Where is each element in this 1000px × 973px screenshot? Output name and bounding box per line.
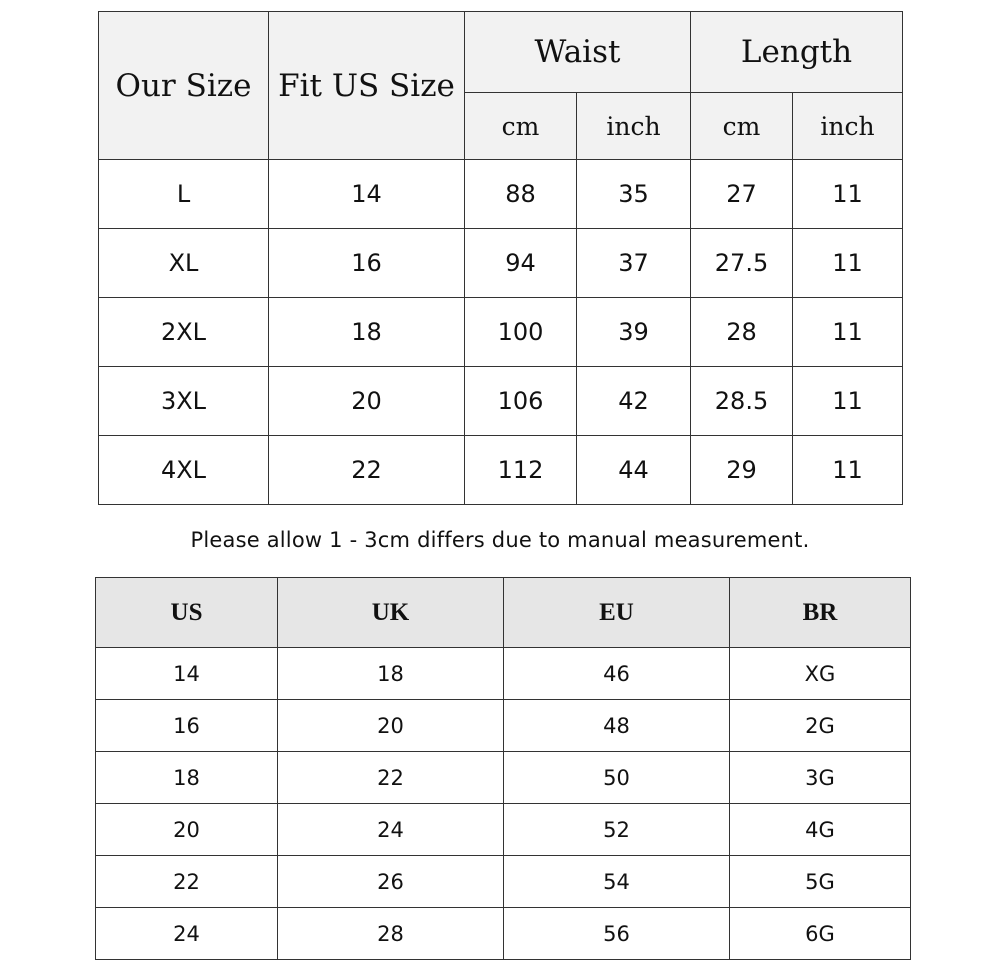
cell-waist-inch: 35 — [577, 160, 691, 229]
cell-waist-inch: 37 — [577, 229, 691, 298]
cell-waist-cm: 112 — [465, 436, 577, 505]
header-us: US — [96, 578, 278, 648]
header-length: Length — [691, 12, 903, 93]
cell-us: 20 — [96, 804, 278, 856]
cell-length-cm: 28.5 — [691, 367, 793, 436]
table-row — [99, 229, 903, 298]
cell-our-size: 2XL — [99, 298, 269, 367]
cell-length-cm: 28 — [691, 298, 793, 367]
cell-fit-us-size: 14 — [269, 160, 465, 229]
cell-us: 22 — [96, 856, 278, 908]
cell-us: 14 — [96, 648, 278, 700]
cell-waist-cm: 88 — [465, 160, 577, 229]
cell-length-cm: 27.5 — [691, 229, 793, 298]
cell-eu: 46 — [504, 648, 730, 700]
cell-our-size: XL — [99, 229, 269, 298]
cell-us: 24 — [96, 908, 278, 960]
cell-our-size: 3XL — [99, 367, 269, 436]
cell-uk: 22 — [278, 752, 504, 804]
header-waist-cm: cm — [465, 93, 577, 160]
cell-br: XG — [730, 648, 911, 700]
measurement-note: Please allow 1 - 3cm differs due to manual measurement. — [190, 528, 810, 552]
cell-waist-inch: 42 — [577, 367, 691, 436]
cell-fit-us-size: 16 — [269, 229, 465, 298]
cell-length-cm: 29 — [691, 436, 793, 505]
cell-fit-us-size: 20 — [269, 367, 465, 436]
cell-us: 18 — [96, 752, 278, 804]
cell-fit-us-size: 22 — [269, 436, 465, 505]
cell-eu: 48 — [504, 700, 730, 752]
cell-waist-inch: 39 — [577, 298, 691, 367]
cell-uk: 18 — [278, 648, 504, 700]
cell-length-inch: 11 — [793, 160, 903, 229]
header-eu: EU — [504, 578, 730, 648]
cell-br: 2G — [730, 700, 911, 752]
cell-br: 3G — [730, 752, 911, 804]
header-waist: Waist — [465, 12, 691, 93]
header-br: BR — [730, 578, 911, 648]
table-row — [96, 700, 911, 752]
table-row — [99, 160, 903, 229]
header-waist-inch: inch — [577, 93, 691, 160]
size-chart-table — [98, 11, 903, 505]
table-row — [99, 298, 903, 367]
cell-eu: 54 — [504, 856, 730, 908]
cell-length-inch: 11 — [793, 298, 903, 367]
cell-length-inch: 11 — [793, 229, 903, 298]
header-our-size: Our Size — [99, 12, 269, 160]
cell-eu: 52 — [504, 804, 730, 856]
header-fit-us-size: Fit US Size — [269, 12, 465, 160]
cell-length-inch: 11 — [793, 367, 903, 436]
header-uk: UK — [278, 578, 504, 648]
cell-us: 16 — [96, 700, 278, 752]
cell-waist-inch: 44 — [577, 436, 691, 505]
cell-our-size: L — [99, 160, 269, 229]
cell-eu: 56 — [504, 908, 730, 960]
cell-br: 5G — [730, 856, 911, 908]
table-row — [96, 856, 911, 908]
size-conversion-table — [95, 577, 911, 960]
size-chart-header-row — [99, 12, 903, 93]
header-length-inch: inch — [793, 93, 903, 160]
cell-length-inch: 11 — [793, 436, 903, 505]
table-row — [96, 648, 911, 700]
cell-our-size: 4XL — [99, 436, 269, 505]
cell-uk: 28 — [278, 908, 504, 960]
cell-waist-cm: 94 — [465, 229, 577, 298]
table-row — [96, 908, 911, 960]
cell-uk: 26 — [278, 856, 504, 908]
cell-eu: 50 — [504, 752, 730, 804]
conversion-header-row — [96, 578, 911, 648]
cell-uk: 24 — [278, 804, 504, 856]
cell-br: 4G — [730, 804, 911, 856]
cell-waist-cm: 106 — [465, 367, 577, 436]
cell-uk: 20 — [278, 700, 504, 752]
header-length-cm: cm — [691, 93, 793, 160]
table-row — [99, 367, 903, 436]
cell-length-cm: 27 — [691, 160, 793, 229]
table-row — [99, 436, 903, 505]
cell-waist-cm: 100 — [465, 298, 577, 367]
cell-fit-us-size: 18 — [269, 298, 465, 367]
cell-br: 6G — [730, 908, 911, 960]
table-row — [96, 752, 911, 804]
table-row — [96, 804, 911, 856]
